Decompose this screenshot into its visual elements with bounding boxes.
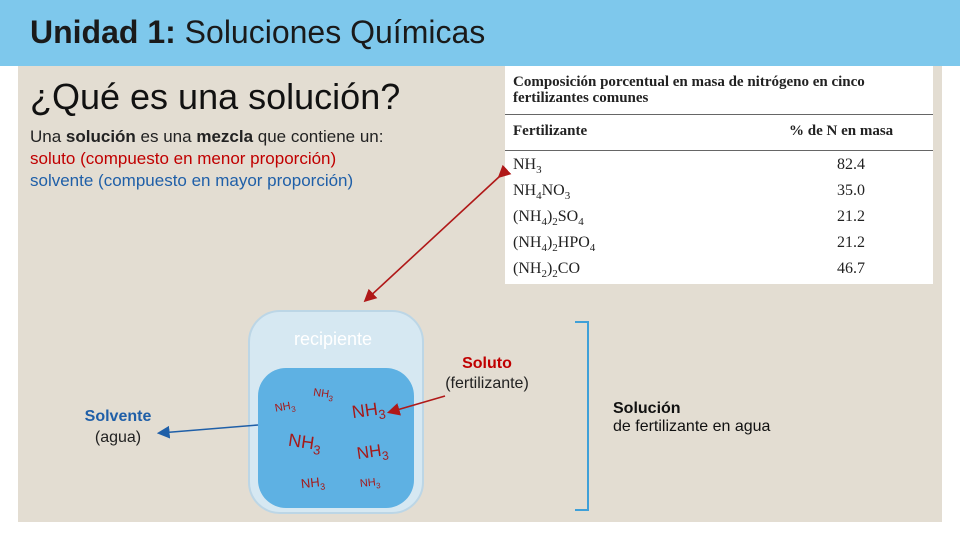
solute-desc: (fertilizante)	[445, 375, 529, 392]
fertilizer-formula: $NH_4NO_3$	[513, 182, 571, 203]
solvente-desc: (compuesto en mayor proporción)	[93, 171, 354, 190]
solution-desc: de fertilizante en agua	[613, 418, 771, 435]
intro-part: Una	[30, 127, 66, 146]
solvent-title: Solvente	[84, 408, 152, 425]
unit-label: Unidad 1:	[30, 14, 176, 50]
soluto-desc: (compuesto en menor proporción)	[75, 149, 337, 168]
table-header-fertilizer: Fertilizante	[513, 123, 588, 139]
nitrogen-percent: 21.2	[837, 234, 865, 251]
question-heading: ¿Qué es una solución?	[30, 76, 401, 117]
nitrogen-percent: 21.2	[837, 208, 865, 225]
solvent-arrow	[160, 425, 258, 433]
nitrogen-percent: 46.7	[837, 260, 865, 277]
nh3-molecule: $NH_3$	[273, 400, 297, 415]
intro-part: es una	[135, 127, 197, 146]
term-soluto: soluto	[30, 149, 76, 168]
fertilizer-formula: $NH_3$	[513, 156, 542, 177]
nh3-molecule: $NH_3$	[359, 476, 382, 491]
nh3-molecule: $NH_3$	[312, 386, 334, 404]
nitrogen-percent: 35.0	[837, 182, 865, 199]
unit-title: Soluciones Químicas	[184, 14, 486, 50]
nh3-molecule: $NH_3$	[355, 440, 390, 464]
table-caption: Composición porcentual en masa de nitrógeno en cinco fertilizantes comunes	[513, 74, 865, 106]
solution-brace	[575, 322, 588, 510]
term-mezcla: mezcla	[196, 127, 254, 146]
table-header-percent: % de N en masa	[789, 123, 894, 139]
beaker-label: recipiente	[294, 329, 373, 349]
solution-title: Solución	[613, 400, 681, 417]
term-solvente: solvente	[30, 171, 94, 190]
term-solucion: solución	[65, 127, 136, 146]
fertilizer-formula: $(NH_4)_2HPO_4$	[513, 234, 596, 255]
nh3-molecule: $NH_3$	[287, 429, 322, 458]
double-arrow	[366, 176, 500, 300]
nitrogen-percent: 82.4	[837, 156, 865, 173]
solvent-desc: (agua)	[94, 429, 142, 446]
nh3-molecule: $NH_3$	[300, 474, 326, 492]
solute-arrow	[390, 396, 445, 412]
nh3-molecule: $NH_3$	[350, 398, 387, 423]
intro-part: que contiene un:	[253, 127, 384, 146]
solute-title: Soluto	[462, 355, 512, 372]
fertilizer-formula: $(NH_2)_2CO$	[513, 260, 580, 281]
fertilizer-formula: $(NH_4)_2SO_4$	[513, 208, 584, 229]
